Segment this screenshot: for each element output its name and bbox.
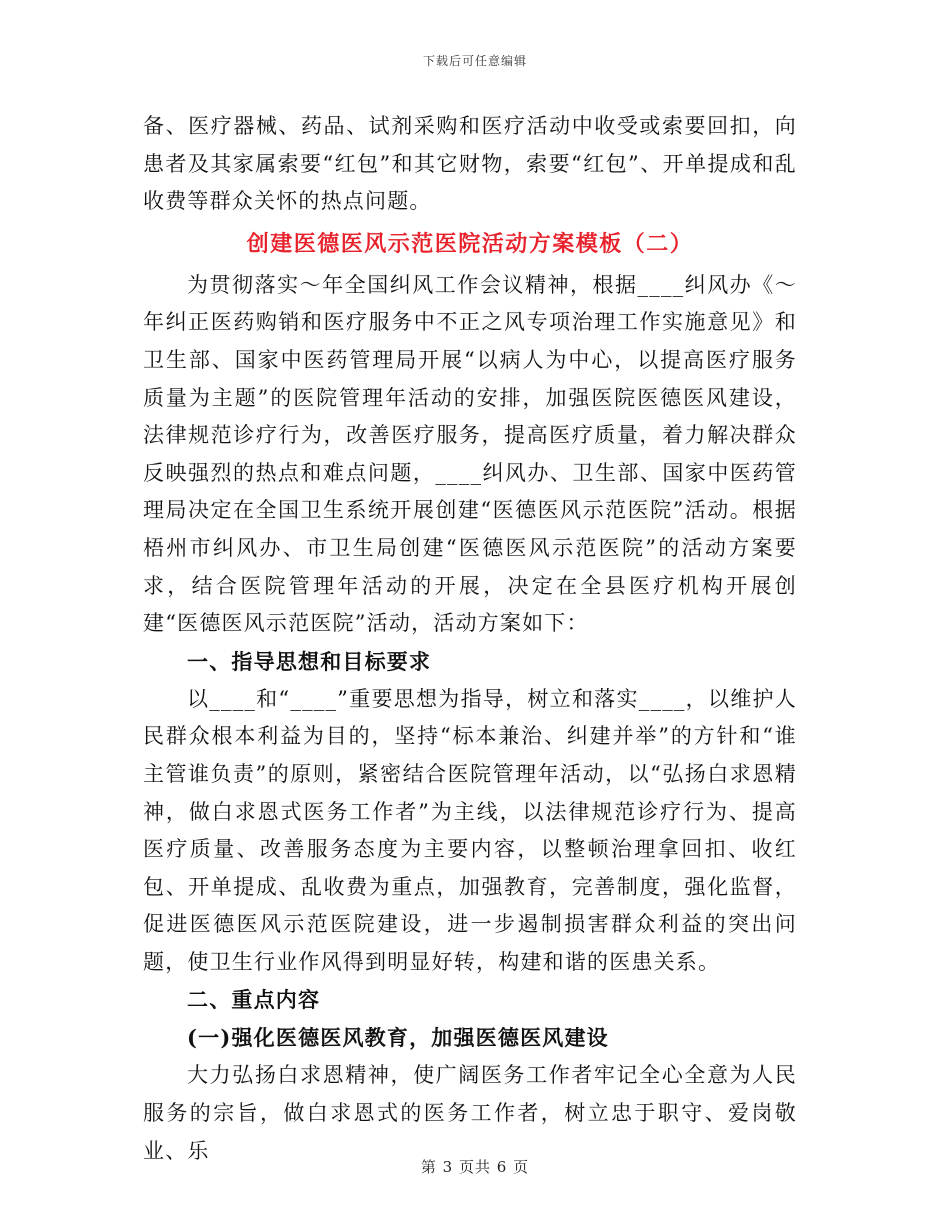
paragraph-continuation: 备、医疗器械、药品、试剂采购和医疗活动中收受或索要回扣，向患者及其家属索要“红包”和其它财物，索要“红包”、开单提成和乱收费等群众关怀的热点问题。 bbox=[143, 114, 797, 214]
section-heading-2: 二、重点内容 bbox=[187, 987, 321, 1013]
document-title: 创建医德医风示范医院活动方案模板（二） bbox=[246, 230, 694, 257]
section-heading-1: 一、指导思想和目标要求 bbox=[187, 648, 432, 674]
document-body bbox=[143, 108, 797, 1170]
paragraph-intro: 为贯彻落实～年全国纠风工作会议精神，根据____纠风办《～年纠正医药购销和医疗服务中不正之风专项治理工作实施意见》和卫生部、国家中医药管理局开展“以病人为中心，以提高医疗服务质量为主题”的医院管理年活动的安排，加强医院医德医风建设，法律规范诊疗行为，改善医疗服务，提高医疗质量，着力解决群众反映强烈的热点和难点问题，____纠风办、卫生部、国家中医药管理局决定在全国卫生系统开展创建“医德医风示范医院”活动。根据梧州市纠风办、市卫生局创建“医德医风示范医院”的活动方案要求，结合医院管理年活动的开展，决定在全县医疗机构开展创建“医德医风示范医院”活动，活动方案如下： bbox=[143, 272, 797, 636]
paragraph-education: 大力弘扬白求恩精神，使广阔医务工作者牢记全心全意为人民服务的宗旨，做白求恩式的医务工作者，树立忠于职守、爱岗敬业、乐 bbox=[143, 1063, 797, 1163]
subsection-heading-1: (一)强化医德医风教育，加强医德医风建设 bbox=[187, 1025, 609, 1051]
paragraph-guiding-thought: 以____和“____”重要思想为指导，树立和落实____，以维护人民群众根本利益为目的，坚持“标本兼治、纠建并举”的方针和“谁主管谁负责”的原则，紧密结合医院管理年活动，以“弘扬白求恩精神，做白求恩式医务工作者”为主线，以法律规范诊疗行为、提高医疗质量、改善服务态度为主要内容，以整顿治理拿回扣、收红包、开单提成、乱收费为重点，加强教育，完善制度，强化监督，促进医德医风示范医院建设，进一步遏制损害群众利益的突出问题，使卫生行业作风得到明显好转，构建和谐的医患关系。 bbox=[143, 686, 797, 974]
page-number: 第 3 页共 6 页 bbox=[420, 1158, 530, 1176]
header-note: 下载后可任意编辑 bbox=[422, 54, 527, 68]
